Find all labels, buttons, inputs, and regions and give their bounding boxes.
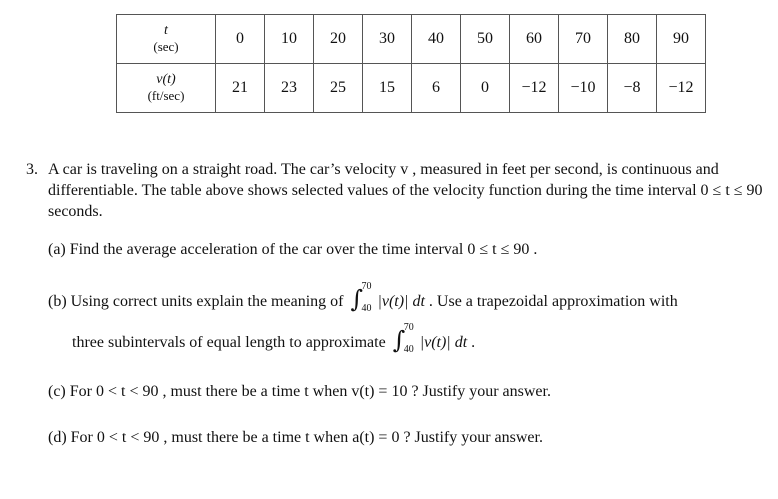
velocity-cell: 6 <box>412 64 461 113</box>
velocity-cell: −12 <box>510 64 559 113</box>
velocity-cell: −8 <box>608 64 657 113</box>
velocity-header <box>117 64 216 113</box>
part-b-integrand: |v(t)| dt <box>377 293 425 310</box>
velocity-cell: 15 <box>363 64 412 113</box>
velocity-cell: 21 <box>216 64 265 113</box>
part-a: (a) Find the average acceleration of the car over the time interval 0 ≤ t ≤ 90 . <box>48 241 538 258</box>
time-cell: 70 <box>559 15 608 64</box>
part-b-line2 <box>72 322 476 355</box>
integral-sign: ∫ <box>350 285 363 313</box>
part-b-suffix: . Use a trapezoidal approximation with <box>428 293 678 310</box>
integral-symbol <box>390 322 416 355</box>
time-cell: 20 <box>314 15 363 64</box>
problem-intro: A car is traveling on a straight road. The car’s velocity v , measured in feet per second, is continuous and differentiable. The table above shows selected values of the velocity function during the time interval 0 ≤ t ≤ 90 seconds. <box>48 161 763 220</box>
part-b-line2-prefix: three subintervals of equal length to approximate <box>72 334 386 351</box>
time-cell: 80 <box>608 15 657 64</box>
velocity-cell: 0 <box>461 64 510 113</box>
velocity-unit: (ft/sec) <box>147 88 185 103</box>
velocity-row <box>117 64 706 113</box>
integral-lower-limit: 40 <box>361 303 372 314</box>
part-b-prefix: (b) Using correct units explain the meaning of <box>48 293 344 310</box>
time-unit: (sec) <box>153 39 179 54</box>
integral-upper-limit: 70 <box>361 281 372 292</box>
time-cell: 50 <box>461 15 510 64</box>
velocity-cell: 23 <box>265 64 314 113</box>
velocity-table <box>116 14 706 113</box>
part-d: (d) For 0 < t < 90 , must there be a time t when a(t) = 0 ? Justify your answer. <box>48 429 543 446</box>
time-row <box>117 15 706 64</box>
time-cell: 90 <box>657 15 706 64</box>
time-symbol: t <box>164 23 168 38</box>
velocity-symbol: v(t) <box>156 72 176 87</box>
velocity-cell: 25 <box>314 64 363 113</box>
time-header <box>117 15 216 64</box>
integral-sign: ∫ <box>392 326 406 354</box>
time-cell: 60 <box>510 15 559 64</box>
part-b-line2-suffix: . <box>471 334 476 351</box>
velocity-cell: −12 <box>657 64 706 113</box>
integral-symbol <box>347 281 373 314</box>
time-cell: 0 <box>216 15 265 64</box>
time-cell: 10 <box>265 15 314 64</box>
part-b <box>48 281 678 355</box>
problem-statement <box>26 159 766 222</box>
time-cell: 40 <box>412 15 461 64</box>
problem-number: 3. <box>26 161 38 178</box>
integral-upper-limit: 70 <box>403 322 414 333</box>
part-c: (c) For 0 < t < 90 , must there be a time t when v(t) = 10 ? Justify your answer. <box>48 383 551 400</box>
velocity-cell: −10 <box>559 64 608 113</box>
time-cell: 30 <box>363 15 412 64</box>
part-b-line2-integrand: |v(t)| dt <box>419 334 468 351</box>
integral-lower-limit: 40 <box>403 344 414 355</box>
